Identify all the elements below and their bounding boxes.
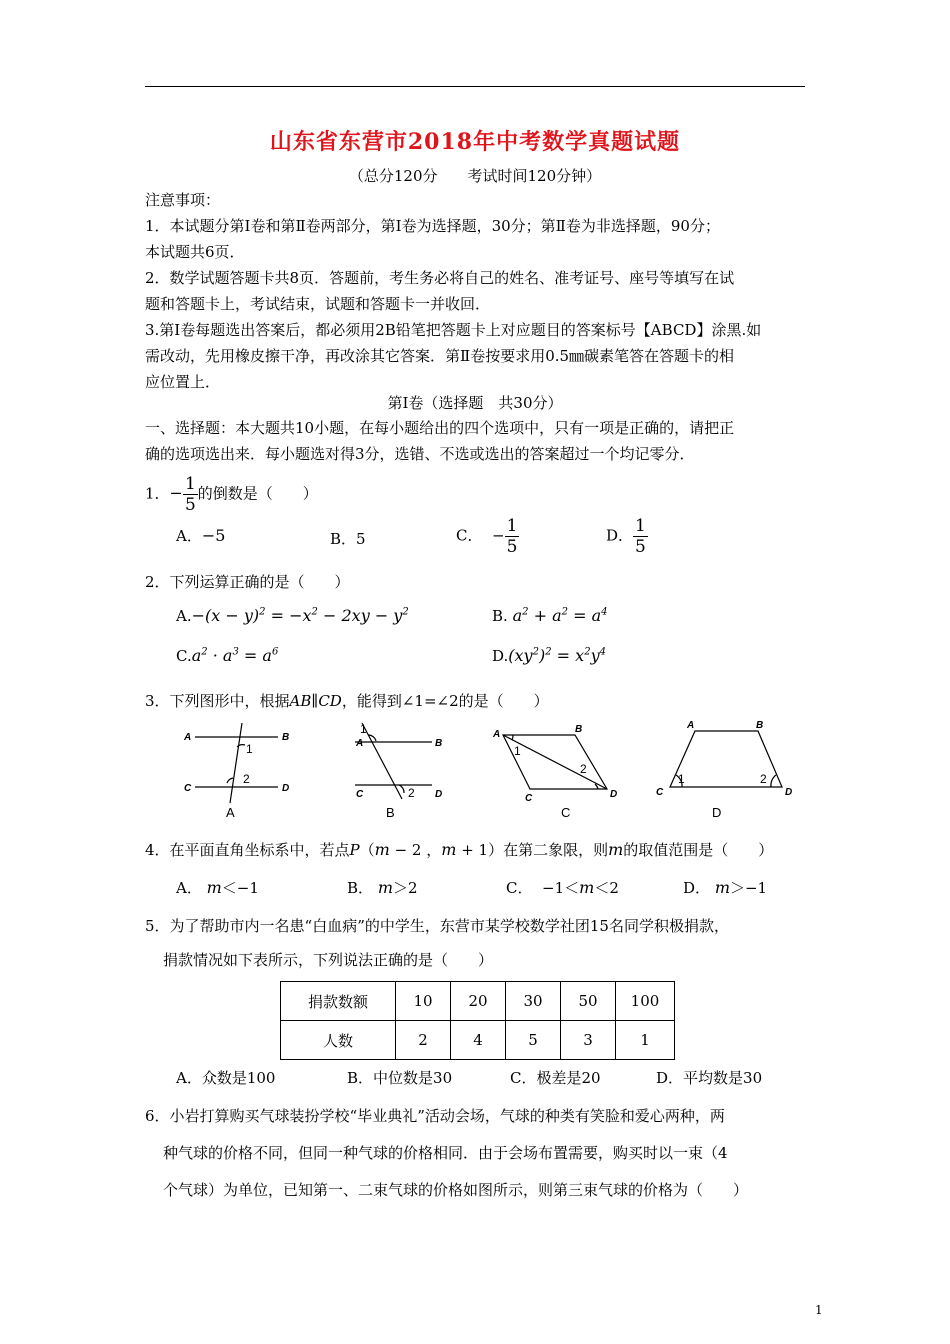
point-label: A [687, 720, 695, 731]
q5-option-d[interactable]: D．平均数是30 [656, 1069, 763, 1087]
table-row [281, 982, 675, 1021]
angle-label: 1 [678, 772, 685, 786]
note-line: 本试题共6页． [145, 243, 245, 261]
table-cell: 5 [506, 1021, 561, 1060]
q4-option-d[interactable]: D． m＞−1 [683, 878, 768, 897]
notes-heading: 注意事项： [145, 191, 221, 209]
intro-line: 确的选项选出来．每小题选对得3分，选错、不选或选出的答案超过一个均记零分． [145, 445, 695, 463]
q1-option-a[interactable]: A．−5 [176, 526, 226, 545]
point-label: D [610, 789, 618, 800]
point-label: C [356, 789, 364, 800]
angle-label: 2 [580, 762, 587, 776]
angle-label: 2 [760, 772, 767, 786]
note-line: 3.第Ⅰ卷每题选出答案后，都必须用2B铅笔把答题卡上对应题目的答案标号【ABCD】涂黑.如 [145, 321, 762, 339]
question-5-cont: 捐款情况如下表所示，下列说法正确的是（ ） [163, 951, 494, 969]
point-label: B [756, 720, 764, 731]
q5-option-a[interactable]: A．众数是100 [176, 1069, 276, 1087]
donation-table [280, 981, 675, 1060]
note-line: 应位置上． [145, 373, 221, 391]
angle-label: 2 [243, 772, 250, 786]
table-cell: 1 [616, 1021, 675, 1060]
q3-figures [170, 715, 810, 825]
angle-label: 1 [360, 722, 367, 736]
table-cell: 20 [451, 982, 506, 1021]
q2-option-c[interactable]: $C.a^2 \cdot a^3 = a^6$ [176, 646, 279, 665]
q5-option-b[interactable]: B．中位数是30 [347, 1069, 453, 1087]
note-line: 2．数学试题答题卡共8页．答题前，考生务必将自己的姓名、准考证号、座号等填写在试 [145, 269, 735, 287]
table-cell: 2 [396, 1021, 451, 1060]
header-rule [145, 86, 805, 87]
point-label: A [356, 738, 364, 749]
angle-label: 2 [408, 786, 415, 800]
point-label: D [282, 783, 290, 794]
fraction: $\frac{1}{5}$ [184, 474, 196, 515]
table-row [281, 1021, 675, 1060]
question-3: 3．下列图形中，根据AB∥CD，能得到∠1=∠2的是（ ） [145, 692, 549, 710]
q5-option-c[interactable]: C．极差是20 [510, 1069, 601, 1087]
q4-option-c[interactable]: C． −1＜m＜2 [506, 878, 619, 897]
question-6: 6．小岩打算购买气球装扮学校“毕业典礼”活动会场，气球的种类有笑脸和爱心两种，两 [145, 1107, 725, 1125]
question-1: 1．− $\frac{1}{5}$ 的倒数是（ ） [145, 474, 318, 515]
figure-label: A [226, 805, 235, 820]
table-cell: 100 [616, 982, 675, 1021]
exam-info: （总分120分 考试时间120分钟） [348, 167, 602, 185]
q2-option-d[interactable]: $D.(xy^2)^2 = x^2y^4$ [492, 646, 606, 665]
note-line: 题和答题卡上，考试结束，试题和答题卡一并收回． [145, 295, 491, 313]
page-title: 山东省东营市2018年中考数学真题试题 [269, 129, 681, 155]
point-label: D [435, 789, 443, 800]
angle-label: 1 [514, 744, 521, 758]
section-heading: 第Ⅰ卷（选择题 共30分） [387, 394, 563, 412]
point-label: A [493, 729, 501, 740]
table-cell: 50 [561, 982, 616, 1021]
table-cell: 人数 [281, 1021, 396, 1060]
angle-label: 1 [246, 742, 253, 756]
table-cell: 4 [451, 1021, 506, 1060]
figure-label: D [712, 805, 722, 820]
table-cell: 3 [561, 1021, 616, 1060]
table-cell: 捐款数额 [281, 982, 396, 1021]
point-label: C [656, 787, 664, 798]
figure-label: C [561, 805, 571, 820]
question-6-cont: 种气球的价格不同，但同一种气球的价格相同．由于会场布置需要，购买时以一束（4 [163, 1144, 728, 1162]
table-cell: 30 [506, 982, 561, 1021]
q4-option-a[interactable]: A． m＜−1 [176, 878, 259, 897]
q1-option-d[interactable]: D． $\frac{1}{5}$ [606, 516, 646, 557]
q2-option-a[interactable]: $A.-(x - y)^2 = -x^2 - 2xy - y^2$ [176, 606, 409, 625]
note-line: 1．本试题分第Ⅰ卷和第Ⅱ卷两部分，第Ⅰ卷为选择题，30分；第Ⅱ卷为非选择题，90分； [145, 217, 720, 235]
table-cell: 10 [396, 982, 451, 1021]
point-label: D [785, 787, 793, 798]
point-label: B [575, 724, 583, 735]
note-line: 需改动，先用橡皮擦干净，再改涂其它答案．第Ⅱ卷按要求用0.5㎜碳素笔答在答题卡的相 [145, 347, 735, 365]
figure-label: B [386, 805, 395, 820]
q1-option-c[interactable]: C． − $\frac{1}{5}$ [456, 516, 518, 557]
point-label: A [184, 732, 192, 743]
point-label: B [435, 738, 443, 749]
question-2: 2．下列运算正确的是（ ） [145, 573, 350, 591]
page-number: 1 [815, 1303, 823, 1317]
q1-option-b[interactable]: B．5 [330, 530, 366, 548]
point-label: C [525, 793, 533, 804]
point-label: B [282, 732, 290, 743]
q2-option-b[interactable]: B. $a^2 + a^2 = a^4$ [492, 606, 608, 625]
q4-option-b[interactable]: B． m＞2 [347, 878, 418, 897]
question-6-cont: 个气球）为单位，已知第一、二束气球的价格如图所示，则第三束气球的价格为（ ） [163, 1181, 749, 1199]
point-label: C [184, 783, 192, 794]
question-4: 4．在平面直角坐标系中，若点P（m − 2 ，m + 1）在第二象限，则m的取值范围是（ ） [145, 840, 774, 859]
intro-line: 一、选择题：本大题共10小题，在每小题给出的四个选项中，只有一项是正确的，请把正 [145, 419, 735, 437]
question-5: 5．为了帮助市内一名患“白血病”的中学生，东营市某学校数学社团15名同学积极捐款， [145, 917, 729, 935]
